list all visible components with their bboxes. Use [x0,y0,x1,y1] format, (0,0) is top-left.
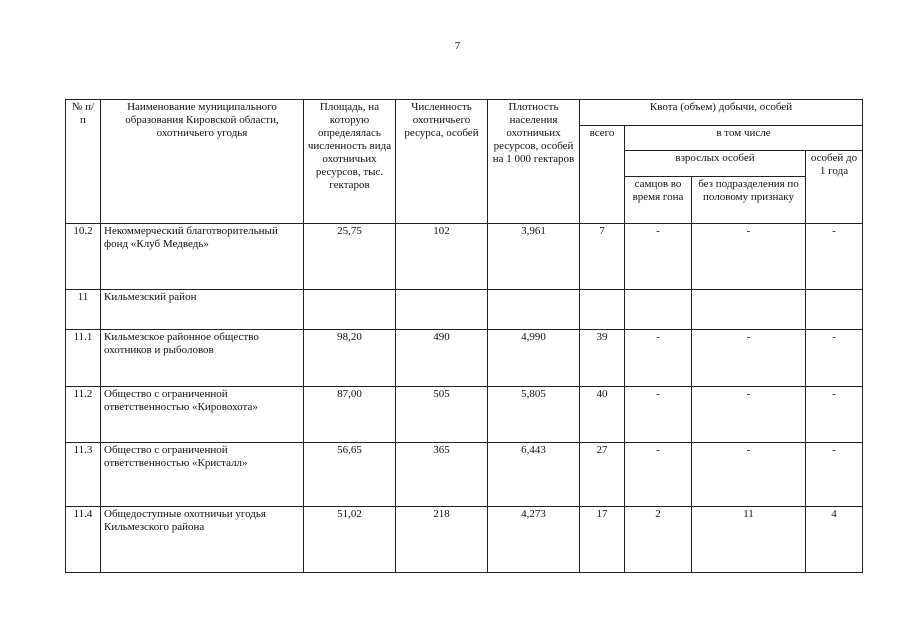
row-count: 490 [396,330,488,387]
row-nosex: - [692,443,806,507]
row-density: 3,961 [488,224,580,290]
header-quota: Квота (объем) добычи, особей [580,100,863,126]
header-total: всего [580,126,625,224]
row-males [625,290,692,330]
header-nosex: без подразделения по половому признаку [692,177,806,224]
row-area: 56,65 [304,443,396,507]
quota-table [65,99,863,573]
row-males: - [625,387,692,443]
header-including: в том числе [625,126,863,151]
header-adults: взрослых особей [625,151,806,177]
row-num: 11.3 [66,443,101,507]
row-males: - [625,224,692,290]
row-nosex: 11 [692,507,806,573]
row-total [580,290,625,330]
row-young: - [806,330,863,387]
row-total: 7 [580,224,625,290]
row-total: 17 [580,507,625,573]
row-num: 10.2 [66,224,101,290]
row-total: 40 [580,387,625,443]
row-males: - [625,443,692,507]
row-name: Общедоступные охотничьи угодья Кильмезского района [101,507,304,573]
row-young: - [806,387,863,443]
row-total: 27 [580,443,625,507]
table-row [66,507,863,573]
header-name: Наименование муниципального образования Кировской области, охотничьего угодья [101,100,304,224]
row-young: 4 [806,507,863,573]
row-name: Некоммерческий благотворительный фонд «Клуб Медведь» [101,224,304,290]
header-density: Плотность населения охотничьих ресурсов, особей на 1 000 гектаров [488,100,580,224]
row-area: 25,75 [304,224,396,290]
row-name: Общество с ограниченной ответственностью «Кировохота» [101,387,304,443]
row-num: 11 [66,290,101,330]
page-number: 7 [454,40,461,52]
row-count [396,290,488,330]
row-young: - [806,443,863,507]
header-count: Численность охотничьего ресурса, особей [396,100,488,224]
row-density: 6,443 [488,443,580,507]
row-nosex: - [692,330,806,387]
row-density: 5,805 [488,387,580,443]
header-area: Площадь, на которую определялась численность вида охотничьих ресурсов, тыс. гектаров [304,100,396,224]
table-row [66,443,863,507]
row-nosex [692,290,806,330]
row-count: 102 [396,224,488,290]
row-males: - [625,330,692,387]
table-row [66,387,863,443]
table-row [66,330,863,387]
row-count: 505 [396,387,488,443]
table-row [66,224,863,290]
row-area: 98,20 [304,330,396,387]
row-name: Общество с ограниченной ответственностью «Кристалл» [101,443,304,507]
row-num: 11.1 [66,330,101,387]
row-num: 11.4 [66,507,101,573]
row-area: 51,02 [304,507,396,573]
row-density: 4,273 [488,507,580,573]
header-males: самцов во время гона [625,177,692,224]
row-count: 218 [396,507,488,573]
row-nosex: - [692,387,806,443]
table-row [66,290,863,330]
row-area [304,290,396,330]
row-total: 39 [580,330,625,387]
row-name: Кильмезское районное общество охотников и рыболовов [101,330,304,387]
row-young: - [806,224,863,290]
row-name: Кильмезский район [101,290,304,330]
row-density: 4,990 [488,330,580,387]
row-young [806,290,863,330]
row-count: 365 [396,443,488,507]
row-males: 2 [625,507,692,573]
header-young: особей до 1 года [806,151,863,224]
row-density [488,290,580,330]
row-num: 11.2 [66,387,101,443]
row-nosex: - [692,224,806,290]
header-num: № п/п [66,100,101,224]
row-area: 87,00 [304,387,396,443]
